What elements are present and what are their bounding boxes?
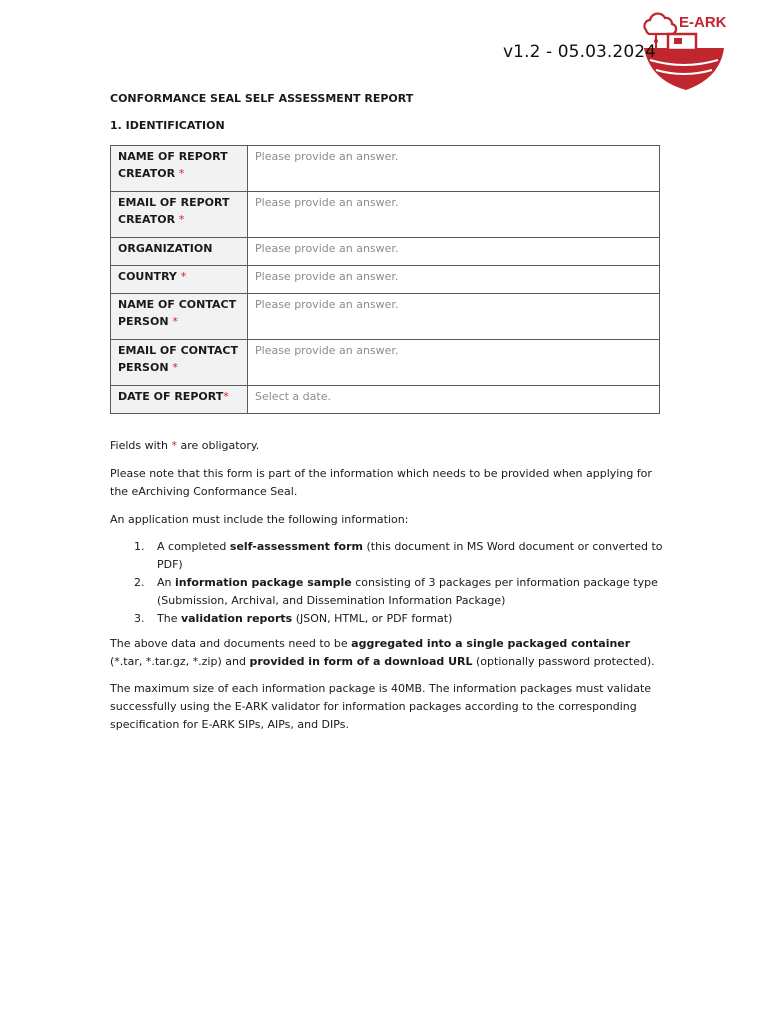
cloud-icon	[644, 14, 676, 35]
max-size-note: The maximum size of each information package is 40MB. The information packages must validate successfully using the E-ARK validator for information packages according to the corresponding specification for E-ARK SIPs, AIPs, and DIPs.	[110, 682, 652, 731]
list-item: 3. The validation reports (JSON, HTML, or PDF format)	[134, 612, 453, 625]
contact-person-email-input[interactable]: Please provide an answer.	[248, 340, 660, 386]
form-note: Please note that this form is part of the information which needs to be provided when applying for the eArchiving Conformance Seal.	[110, 467, 652, 498]
identification-table	[110, 145, 660, 414]
table-row	[111, 266, 660, 294]
contact-person-name-input[interactable]: Please provide an answer.	[248, 294, 660, 340]
document-version: v1.2 - 05.03.2024	[503, 42, 657, 62]
field-label: ORGANIZATION	[111, 238, 248, 266]
report-creator-email-input[interactable]: Please provide an answer.	[248, 192, 660, 238]
list-item: 1. A completed self-assessment form (this document in MS Word document or converted to PDF)	[134, 540, 663, 571]
list-item: 2. An information package sample consisting of 3 packages per information package type (Submission, Archival, and Dissemination Information Package)	[134, 576, 658, 607]
table-row	[111, 386, 660, 414]
country-input[interactable]: Please provide an answer.	[248, 266, 660, 294]
field-label: COUNTRY *	[111, 266, 248, 294]
section-title: 1. IDENTIFICATION	[110, 119, 225, 132]
requirements-list	[110, 538, 665, 628]
table-row	[111, 340, 660, 386]
table-row	[111, 294, 660, 340]
field-label: DATE OF REPORT*	[111, 386, 248, 414]
field-label: NAME OF CONTACT PERSON *	[111, 294, 248, 340]
field-label: EMAIL OF CONTACT PERSON *	[111, 340, 248, 386]
logo-text: E-ARK	[679, 14, 727, 31]
document-title: CONFORMANCE SEAL SELF ASSESSMENT REPORT	[110, 92, 414, 105]
report-creator-name-input[interactable]: Please provide an answer.	[248, 146, 660, 192]
application-intro: An application must include the following information:	[110, 513, 409, 526]
table-row	[111, 238, 660, 266]
obligatory-note: Fields with * are obligatory.	[110, 439, 260, 452]
aggregate-note: The above data and documents need to be aggregated into a single packaged container (*.tar, *.tar.gz, *.zip) and provided in form of a download URL (optionally password protected).	[110, 637, 655, 668]
table-row	[111, 146, 660, 192]
field-label: NAME OF REPORT CREATOR *	[111, 146, 248, 192]
table-row	[111, 192, 660, 238]
field-label: EMAIL OF REPORT CREATOR *	[111, 192, 248, 238]
organization-input[interactable]: Please provide an answer.	[248, 238, 660, 266]
report-date-picker[interactable]: Select a date.	[248, 386, 660, 414]
